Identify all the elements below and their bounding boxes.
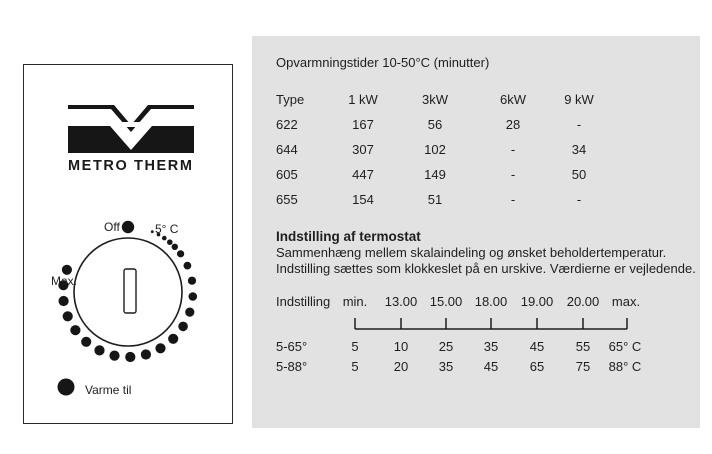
scale-tick-label: min. <box>342 294 368 309</box>
table-cell: 167 <box>352 117 374 132</box>
dial-scale-dot <box>109 351 119 361</box>
dial-scale-dot <box>168 334 178 344</box>
scale-tick-label: max. <box>611 294 641 309</box>
table-cell: 605 <box>276 167 298 182</box>
table-cell: 149 <box>424 167 446 182</box>
thermostat-description-2: Indstilling sættes som klokkeslet på en urskive. Værdierne er vejledende. <box>276 261 696 276</box>
range-value: 65° C <box>608 339 642 354</box>
range-value: 35 <box>483 339 499 354</box>
range-value: 45 <box>529 339 545 354</box>
table-cell: 655 <box>276 192 298 207</box>
table-cell: 154 <box>352 192 374 207</box>
dial-scale-dot <box>70 325 80 335</box>
dial-scale-dot <box>59 296 69 306</box>
dial-scale-dot <box>167 239 173 245</box>
range-value: 75 <box>575 359 591 374</box>
heating-lamp-label: Varme til <box>85 383 132 397</box>
setting-scale-ruler <box>345 308 640 336</box>
range-value: 25 <box>438 339 454 354</box>
range-value: 10 <box>393 339 409 354</box>
table-cell: - <box>576 117 582 132</box>
dial-scale-dot <box>94 345 104 355</box>
scale-tick-label: 18.00 <box>474 294 508 309</box>
brand-name: METRO THERM <box>68 158 194 174</box>
dial-scale-dot <box>122 221 134 233</box>
heating-lamp-icon <box>56 377 76 397</box>
table-cell: - <box>576 192 582 207</box>
table-cell: 622 <box>276 117 298 132</box>
range-value: 20 <box>393 359 409 374</box>
table-cell: 447 <box>352 167 374 182</box>
dial-scale-dot <box>178 322 188 332</box>
dial-max-label: Max. <box>51 274 78 288</box>
table-header-3kw: 3kW <box>422 92 448 107</box>
dial-min-label: 5° C <box>155 222 179 236</box>
range-value: 45 <box>483 359 499 374</box>
thermostat-title: Indstilling af termostat <box>276 229 421 244</box>
range-value: 35 <box>438 359 454 374</box>
scale-tick-label: 15.00 <box>429 294 463 309</box>
table-cell: 50 <box>571 167 587 182</box>
dial-scale-dot <box>185 308 194 317</box>
dial-scale-dot <box>141 349 151 359</box>
table-header-1kw: 1 kW <box>348 92 378 107</box>
dial-scale-dot <box>81 337 91 347</box>
range-value: 88° C <box>608 359 642 374</box>
range-value: 5 <box>351 339 359 354</box>
dial-scale-dot <box>155 343 165 353</box>
scale-tick-label: 13.00 <box>384 294 418 309</box>
table-cell: - <box>510 142 516 157</box>
dial-scale-dot <box>189 292 198 301</box>
range-value: 55 <box>575 339 591 354</box>
table-cell: 307 <box>352 142 374 157</box>
dial-grip <box>124 269 136 313</box>
dial-off-label: Off <box>104 220 120 234</box>
table-cell: 34 <box>571 142 587 157</box>
dial-scale-dot <box>63 311 73 321</box>
metro-therm-logo-icon <box>68 105 194 153</box>
table-cell: 102 <box>424 142 446 157</box>
dial-scale-dot <box>125 352 135 362</box>
dial-scale-dot <box>184 262 192 270</box>
range-value: 5 <box>351 359 359 374</box>
dial-scale-dot <box>177 250 184 257</box>
dial-scale-dot <box>172 244 178 250</box>
table-cell: 28 <box>505 117 521 132</box>
scale-tick-label: 20.00 <box>566 294 600 309</box>
range-label: 5-65° <box>276 339 308 354</box>
table-cell: - <box>510 192 516 207</box>
table-cell: 51 <box>427 192 443 207</box>
table-cell: 56 <box>427 117 443 132</box>
table-cell: 644 <box>276 142 298 157</box>
table-header-6kw: 6kW <box>500 92 526 107</box>
table-header-type: Type <box>276 92 305 107</box>
table-cell: - <box>510 167 516 182</box>
thermostat-description-1: Sammenhæng mellem skalaindeling og ønsket beholdertemperatur. <box>276 245 667 260</box>
dial-scale-dot <box>188 277 196 285</box>
table-header-9kw: 9 kW <box>564 92 594 107</box>
range-label: 5-88° <box>276 359 308 374</box>
scale-tick-label: 19.00 <box>520 294 554 309</box>
heating-times-title: Opvarmningstider 10-50°C (minutter) <box>276 55 490 70</box>
range-value: 65 <box>529 359 545 374</box>
scale-label: Indstilling <box>276 294 331 309</box>
dial-scale-dot <box>151 230 154 233</box>
